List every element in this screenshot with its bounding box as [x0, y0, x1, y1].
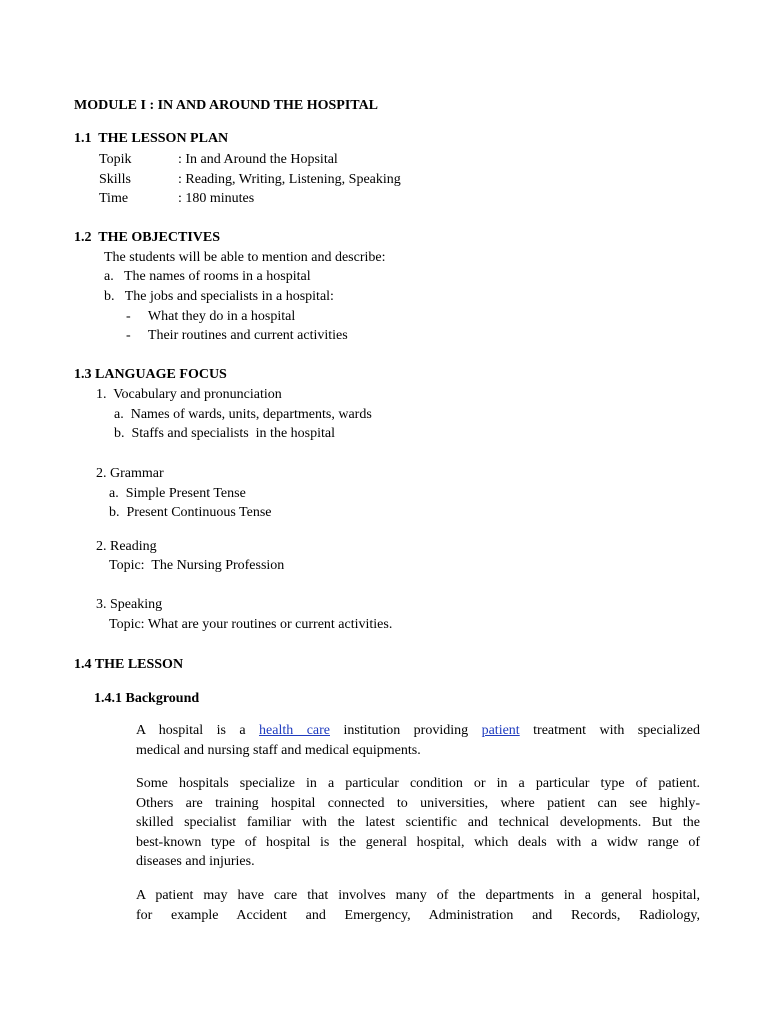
objective-subitem: - Their routines and current activities [126, 328, 348, 343]
speaking-topic: Topic: What are your routines or current activities. [109, 617, 393, 632]
focus-subitem: b. Staffs and specialists in the hospital [114, 426, 335, 441]
paragraph-line: diseases and injuries. [136, 854, 255, 869]
background-paragraph-1 [136, 721, 700, 760]
subsection-heading-background: 1.4.1 Background [94, 691, 200, 706]
paragraph-line: for example Accident and Emergency, Administration and Records, Radiology, [136, 907, 700, 923]
focus-item-grammar: 2. Grammar [96, 466, 164, 481]
paragraph-line: Others are training hospital connected to universities, where patient can see highly- [136, 795, 700, 811]
paragraph-line: skilled specialist familiar with the latest scientific and technical developments. But the [136, 815, 700, 830]
text-run: A hospital is a [136, 723, 260, 738]
paragraph-line [136, 721, 700, 741]
focus-item-reading: 2. Reading [96, 539, 157, 554]
paragraph-line: medical and nursing staff and medical equipments. [136, 742, 421, 758]
lesson-plan-label: Topik [99, 152, 132, 167]
background-paragraph-3 [136, 886, 700, 925]
lesson-plan-label: Time [99, 191, 129, 206]
patient-link[interactable]: patient [481, 723, 520, 738]
lesson-plan-value: : Reading, Writing, Listening, Speaking [178, 172, 401, 187]
lesson-plan-value: : In and Around the Hopsital [178, 152, 338, 167]
section-heading-the-lesson: 1.4 THE LESSON [74, 657, 184, 672]
background-paragraph-2 [136, 774, 700, 872]
objective-item: b. The jobs and specialists in a hospital: [104, 289, 334, 304]
objective-subitem: - What they do in a hospital [126, 309, 296, 324]
section-heading-language-focus: 1.3 LANGUAGE FOCUS [74, 367, 227, 382]
focus-item-vocabulary: 1. Vocabulary and pronunciation [96, 387, 282, 402]
paragraph-line: best-known type of hospital is the general hospital, which deals with a widw range of [136, 834, 700, 850]
reading-topic: Topic: The Nursing Profession [109, 558, 285, 573]
objective-item: a. The names of rooms in a hospital [104, 269, 311, 284]
text-run: treatment with specialized [519, 723, 700, 738]
focus-subitem: a. Simple Present Tense [109, 486, 246, 501]
section-heading-objectives: 1.2 THE OBJECTIVES [74, 230, 221, 245]
lesson-plan-value: : 180 minutes [178, 191, 255, 206]
focus-subitem: a. Names of wards, units, departments, wards [114, 407, 372, 422]
paragraph-line: A patient may have care that involves many of the departments in a general hospital, [136, 888, 700, 903]
focus-item-speaking: 3. Speaking [96, 597, 163, 612]
module-title: MODULE I : IN AND AROUND THE HOSPITAL [74, 98, 379, 113]
focus-subitem: b. Present Continuous Tense [109, 505, 272, 520]
objectives-intro: The students will be able to mention and describe: [104, 250, 386, 265]
paragraph-line: Some hospitals specialize in a particular condition or in a particular type of patient. [136, 776, 700, 791]
health-care-link[interactable]: health care [259, 723, 330, 738]
text-run: institution providing [330, 723, 482, 738]
section-heading-lesson-plan: 1.1 THE LESSON PLAN [74, 131, 229, 146]
lesson-plan-label: Skills [99, 172, 131, 187]
